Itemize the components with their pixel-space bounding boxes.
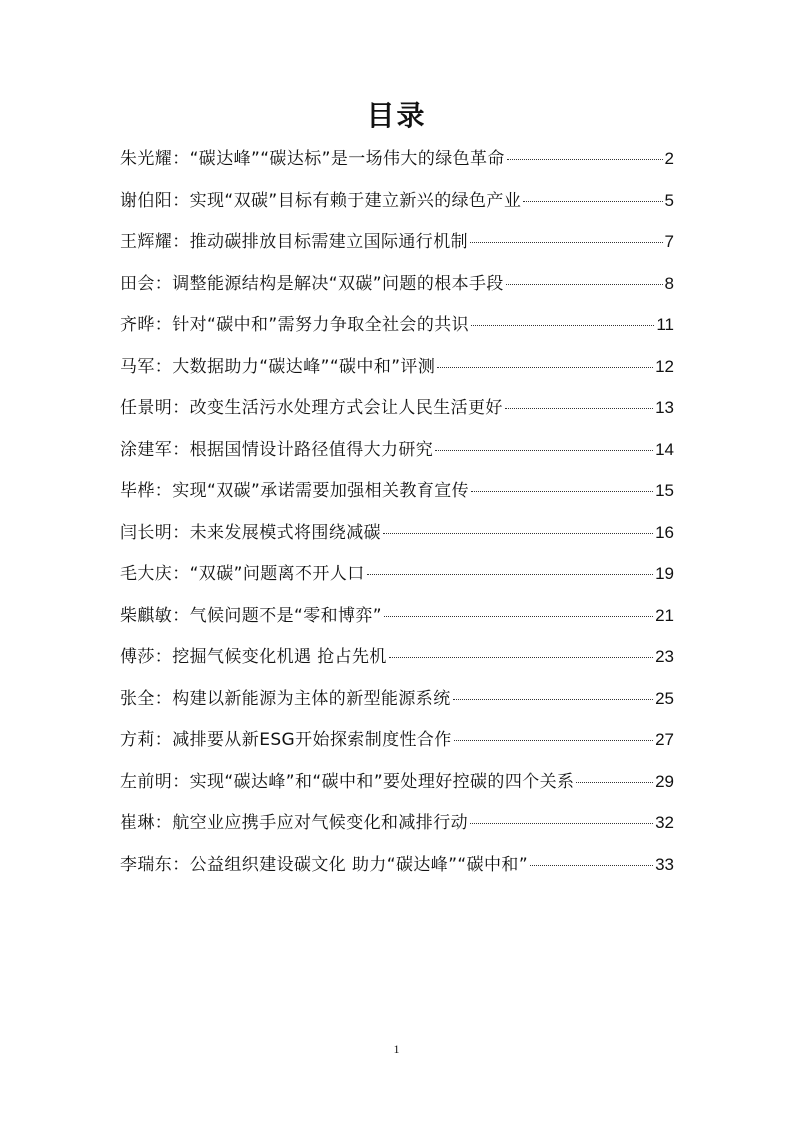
toc-entry-page[interactable]: 2 <box>664 149 674 168</box>
toc-entry[interactable] <box>120 682 674 724</box>
toc-entry[interactable] <box>120 308 674 350</box>
page-number: 1 <box>393 1042 400 1056</box>
toc-entry[interactable] <box>120 765 674 807</box>
toc-entry-page[interactable]: 8 <box>664 273 674 293</box>
toc-entry-title[interactable]: 方莉：减排要从新ESG开始探索制度性合作 <box>120 730 452 750</box>
toc-entry-page[interactable]: 32 <box>655 813 674 832</box>
toc-entry[interactable] <box>120 350 674 392</box>
dot-leader <box>505 408 653 409</box>
toc-entry-title[interactable]: 田会：调整能源结构是解决“双碳”问题的根本手段 <box>120 273 504 294</box>
toc-entry-page[interactable]: 11 <box>656 315 674 334</box>
dot-leader <box>384 616 653 617</box>
dot-leader <box>367 574 653 575</box>
toc-entry-page[interactable]: 27 <box>655 730 674 749</box>
toc-entry-title[interactable]: 王辉耀：推动碳排放目标需建立国际通行机制 <box>120 232 468 252</box>
toc-entry-page[interactable]: 21 <box>655 605 674 625</box>
toc-entry-title[interactable]: 马军：大数据助力“碳达峰”“碳中和”评测 <box>120 356 436 377</box>
dot-leader <box>435 450 653 451</box>
toc-entry-page[interactable]: 23 <box>655 647 674 666</box>
dot-leader <box>437 367 653 368</box>
toc-entry-title[interactable]: 谢伯阳：实现“双碳”目标有赖于建立新兴的绿色产业 <box>120 190 522 211</box>
dot-leader <box>389 657 653 658</box>
toc-entry[interactable] <box>120 225 674 267</box>
table-of-contents <box>120 142 674 889</box>
toc-entry-page[interactable]: 33 <box>655 854 674 874</box>
dot-leader <box>383 533 653 534</box>
dot-leader <box>470 242 663 243</box>
dot-leader <box>454 740 653 741</box>
toc-entry[interactable] <box>120 599 674 641</box>
toc-entry-page[interactable]: 12 <box>655 356 674 376</box>
toc-entry-title[interactable]: 李瑞东：公益组织建设碳文化 助力“碳达峰”“碳中和” <box>120 854 529 875</box>
toc-entry-page[interactable]: 14 <box>655 439 674 459</box>
dot-leader <box>576 782 653 783</box>
toc-entry-title[interactable]: 傅莎：挖掘气候变化机遇 抢占先机 <box>120 647 387 667</box>
toc-entry-page[interactable]: 19 <box>655 564 674 583</box>
toc-entry-page[interactable]: 5 <box>664 190 674 210</box>
toc-entry-page[interactable]: 7 <box>664 232 674 251</box>
toc-entry[interactable] <box>120 848 674 890</box>
dot-leader <box>507 159 663 160</box>
dot-leader <box>523 201 662 202</box>
toc-entry-page[interactable]: 13 <box>655 398 674 417</box>
dot-leader <box>453 699 653 700</box>
toc-entry-title[interactable]: 齐晔：针对“碳中和”需努力争取全社会的共识 <box>120 315 470 335</box>
toc-entry-page[interactable]: 29 <box>655 771 674 791</box>
dot-leader <box>471 325 654 326</box>
dot-leader <box>506 284 663 285</box>
toc-entry-title[interactable]: 闫长明：未来发展模式将围绕减碳 <box>120 522 381 543</box>
toc-entry[interactable] <box>120 640 674 682</box>
toc-entry-title[interactable]: 任景明：改变生活污水处理方式会让人民生活更好 <box>120 398 503 418</box>
dot-leader <box>470 823 653 824</box>
toc-entry-title[interactable]: 左前明：实现“碳达峰”和“碳中和”要处理好控碳的四个关系 <box>120 771 575 792</box>
toc-entry-title[interactable]: 毕桦：实现“双碳”承诺需要加强相关教育宣传 <box>120 481 470 501</box>
toc-entry[interactable] <box>120 516 674 558</box>
toc-entry-title[interactable]: 涂建军：根据国情设计路径值得大力研究 <box>120 439 434 460</box>
toc-entry-title[interactable]: 张全：构建以新能源为主体的新型能源系统 <box>120 688 451 709</box>
dot-leader <box>471 491 653 492</box>
dot-leader <box>530 865 653 866</box>
toc-entry-title[interactable]: 柴麒敏：气候问题不是“零和博弈” <box>120 605 383 626</box>
toc-entry[interactable] <box>120 806 674 848</box>
toc-entry-title[interactable]: 毛大庆：“双碳”问题离不开人口 <box>120 564 365 584</box>
toc-entry-page[interactable]: 16 <box>655 522 674 542</box>
toc-entry[interactable] <box>120 433 674 475</box>
toc-entry[interactable] <box>120 557 674 599</box>
toc-entry[interactable] <box>120 184 674 226</box>
toc-entry[interactable] <box>120 723 674 765</box>
toc-entry[interactable] <box>120 267 674 309</box>
toc-entry-title[interactable]: 崔琳：航空业应携手应对气候变化和减排行动 <box>120 813 468 833</box>
toc-entry-page[interactable]: 15 <box>655 481 674 500</box>
toc-entry[interactable] <box>120 391 674 433</box>
toc-entry-title[interactable]: 朱光耀：“碳达峰”“碳达标”是一场伟大的绿色革命 <box>120 149 505 169</box>
toc-entry-page[interactable]: 25 <box>655 688 674 708</box>
toc-title: 目录 <box>366 99 427 132</box>
toc-entry[interactable] <box>120 474 674 516</box>
toc-entry[interactable] <box>120 142 674 184</box>
